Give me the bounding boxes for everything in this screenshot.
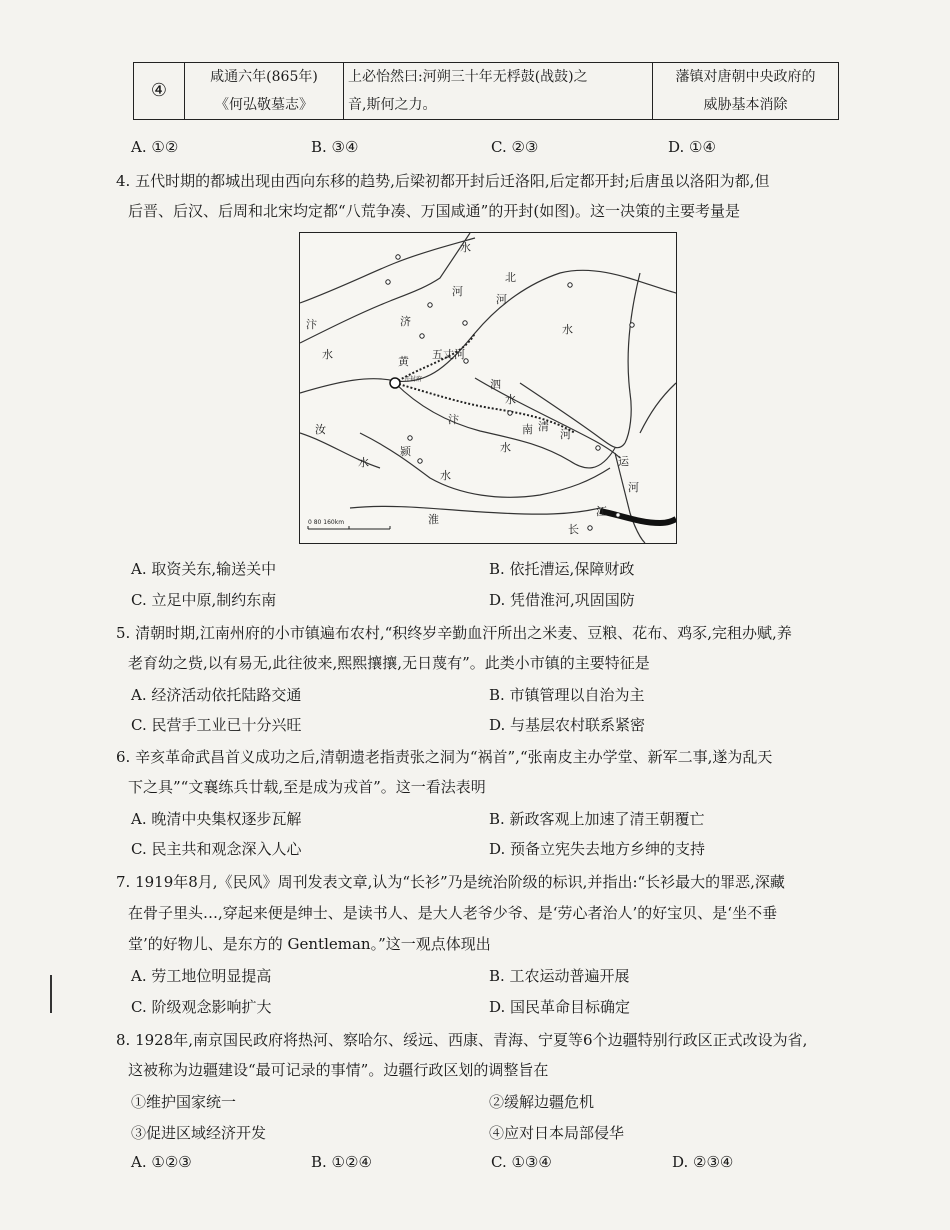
q5-option-c[interactable]: C. 民营手工业已十分兴旺 [131,716,302,734]
city-dot [588,526,592,530]
label-yun: 运 [618,455,629,468]
q6-stem-line-1: 6. 辛亥革命武昌首义成功之后,清朝遗老指责张之洞为“祸首”,“张南皮主办学堂、新军二事,遂为乱天 [116,748,773,766]
label-bian: 汴 [306,318,317,331]
q3-option-b[interactable]: B. ③④ [311,138,359,156]
margin-mark [50,975,52,1013]
label-nanqing: 南 [522,423,533,436]
source-cell [185,63,344,120]
source-title: 《何弘敬墓志》 [215,97,313,113]
river-yangtze [600,511,676,523]
city-dot [568,283,572,287]
city-dot [396,255,400,259]
label-he2: 河 [496,293,507,306]
q7-option-c[interactable]: C. 阶级观念影响扩大 [131,998,272,1016]
conclusion-line-2: 威胁基本消除 [703,97,788,113]
label-bian2: 汴 [448,413,459,426]
river-huai [350,506,600,514]
label-shui-ying: 水 [358,456,369,469]
q4-stem-line-2: 后晋、后汉、后周和北宋均定都“八荒争凑、万国咸通”的开封(如图)。这一决策的主要考量是 [128,202,741,220]
q6-option-d[interactable]: D. 预备立宪失去地方乡绅的支持 [489,840,706,858]
scale-label: 0 80 160km [308,519,345,526]
q8-option-a[interactable]: A. ①②③ [131,1153,192,1171]
kaifeng-label: 开封府 [404,376,423,383]
city-dot [463,321,467,325]
label-shui-right: 水 [562,323,573,336]
q8-item-3: ③促进区域经济开发 [131,1124,267,1142]
source-table [133,62,839,120]
city-dot [420,334,424,338]
label-chang: 长 [568,523,579,536]
q3-option-a[interactable]: A. ①② [131,138,179,156]
q8-item-2: ②缓解边疆危机 [489,1093,595,1111]
city-dot [508,411,512,415]
q8-option-d[interactable]: D. ②③④ [672,1153,734,1171]
conclusion-cell [653,63,839,120]
q7-stem-line-1: 7. 1919年8月,《民风》周刊发表文章,认为“长衫”乃是统治阶级的标识,并指出:“长衫最大的罪恶,深藏 [116,873,785,891]
city-dot [418,459,422,463]
label-huai: 淮 [428,513,439,526]
quote-cell [344,63,653,120]
q5-option-b[interactable]: B. 市镇管理以自治为主 [489,686,645,704]
q5-stem-line-2: 老育幼之赀,以有易无,此往彼来,熙熙攘攘,无日蔑有”。此类小市镇的主要特征是 [128,654,650,672]
map-svg [300,233,676,543]
city-dot [616,513,620,517]
river-nanqing [520,383,625,448]
label-shui-si: 水 [505,393,516,406]
kaifeng-marker [390,378,400,388]
label-jiang: 江 [596,505,607,518]
q4-option-b[interactable]: B. 依托漕运,保障财政 [489,560,635,578]
quote-line-1: 上必怡然曰:河朔三十年无桴鼓(战鼓)之 [348,69,588,85]
row-number: ④ [134,63,185,120]
q3-option-d[interactable]: D. ①④ [668,138,716,156]
city-dot [596,446,600,450]
q7-option-b[interactable]: B. 工农运动普遍开展 [489,967,630,985]
q7-stem-line-3: 堂’的好物儿、是东方的 Gentleman。”这一观点体现出 [128,935,491,953]
label-ji: 济 [400,315,411,328]
label-ying: 颍 [400,445,411,458]
q4-stem-line-1: 4. 五代时期的都城出现由西向东移的趋势,后梁初都开封后迁洛阳,后定都开封;后唐虽以洛阳为都,但 [116,172,770,190]
q8-stem-line-2: 这被称为边疆建设“最可记录的事情”。边疆行政区划的调整旨在 [128,1061,549,1079]
label-shui-left: 水 [322,348,333,361]
river-top-left [300,238,475,303]
label-qing: 清 [538,420,549,433]
label-shui-bottom: 水 [440,469,451,482]
city-dot [428,303,432,307]
q4-option-a[interactable]: A. 取资关东,输送关中 [131,560,277,578]
q8-item-4: ④应对日本局部侵华 [489,1124,625,1142]
q7-option-d[interactable]: D. 国民革命目标确定 [489,998,631,1016]
q8-option-b[interactable]: B. ①②④ [311,1153,372,1171]
label-shui-top: 水 [460,241,471,254]
label-he-yun: 河 [628,481,639,494]
label-huang: 黄 [398,355,409,368]
label-wuzhang: 五丈河 [432,348,465,361]
q3-option-c[interactable]: C. ②③ [491,138,539,156]
river-right-edge [640,383,676,433]
q6-option-c[interactable]: C. 民主共和观念深入人心 [131,840,302,858]
label-bei: 北 [505,271,516,284]
table-row [134,63,839,120]
kaifeng-map [299,232,677,544]
q8-option-c[interactable]: C. ①③④ [491,1153,552,1171]
q8-item-1: ①维护国家统一 [131,1093,237,1111]
q4-option-d[interactable]: D. 凭借淮河,巩固国防 [489,591,635,609]
conclusion-line-1: 藩镇对唐朝中央政府的 [675,69,816,85]
label-shui-bian: 水 [500,441,511,454]
city-dot [408,436,412,440]
q5-stem-line-1: 5. 清朝时期,江南州府的小市镇遍布农村,“积终岁辛勤血汗所出之米麦、豆粮、花布、鸡豕,完租办赋,养 [116,624,792,642]
q4-option-c[interactable]: C. 立足中原,制约东南 [131,591,277,609]
label-he: 河 [452,285,463,298]
river-ji [300,233,470,343]
city-dot [386,280,390,284]
source-date: 咸通六年(865年) [210,69,318,85]
q8-stem-line-1: 8. 1928年,南京国民政府将热河、察哈尔、绥远、西康、青海、宁夏等6个边疆特别行政区正式改设为省, [116,1031,808,1049]
city-dot [630,323,634,327]
q6-option-b[interactable]: B. 新政客观上加速了清王朝覆亡 [489,810,705,828]
q6-option-a[interactable]: A. 晚清中央集权逐步瓦解 [131,810,302,828]
label-ru: 汝 [315,423,326,436]
q7-option-a[interactable]: A. 劳工地位明显提高 [131,967,272,985]
q5-option-d[interactable]: D. 与基层农村联系紧密 [489,716,646,734]
river-right-upper [625,273,640,443]
label-he3: 河 [560,428,571,441]
river-huang [300,270,676,393]
quote-line-2: 音,斯何之力。 [348,97,437,113]
label-si: 泗 [490,378,501,391]
q5-option-a[interactable]: A. 经济活动依托陆路交通 [131,686,302,704]
river-ying [360,433,610,497]
q7-stem-line-2: 在骨子里头…,穿起来便是绅士、是读书人、是大人老爷少爷、是‘劳心者治人’的好宝贝、是‘坐不垂 [128,904,778,922]
q6-stem-line-2: 下之具”“文襄练兵廿载,至是成为戎首”。这一看法表明 [128,778,486,796]
